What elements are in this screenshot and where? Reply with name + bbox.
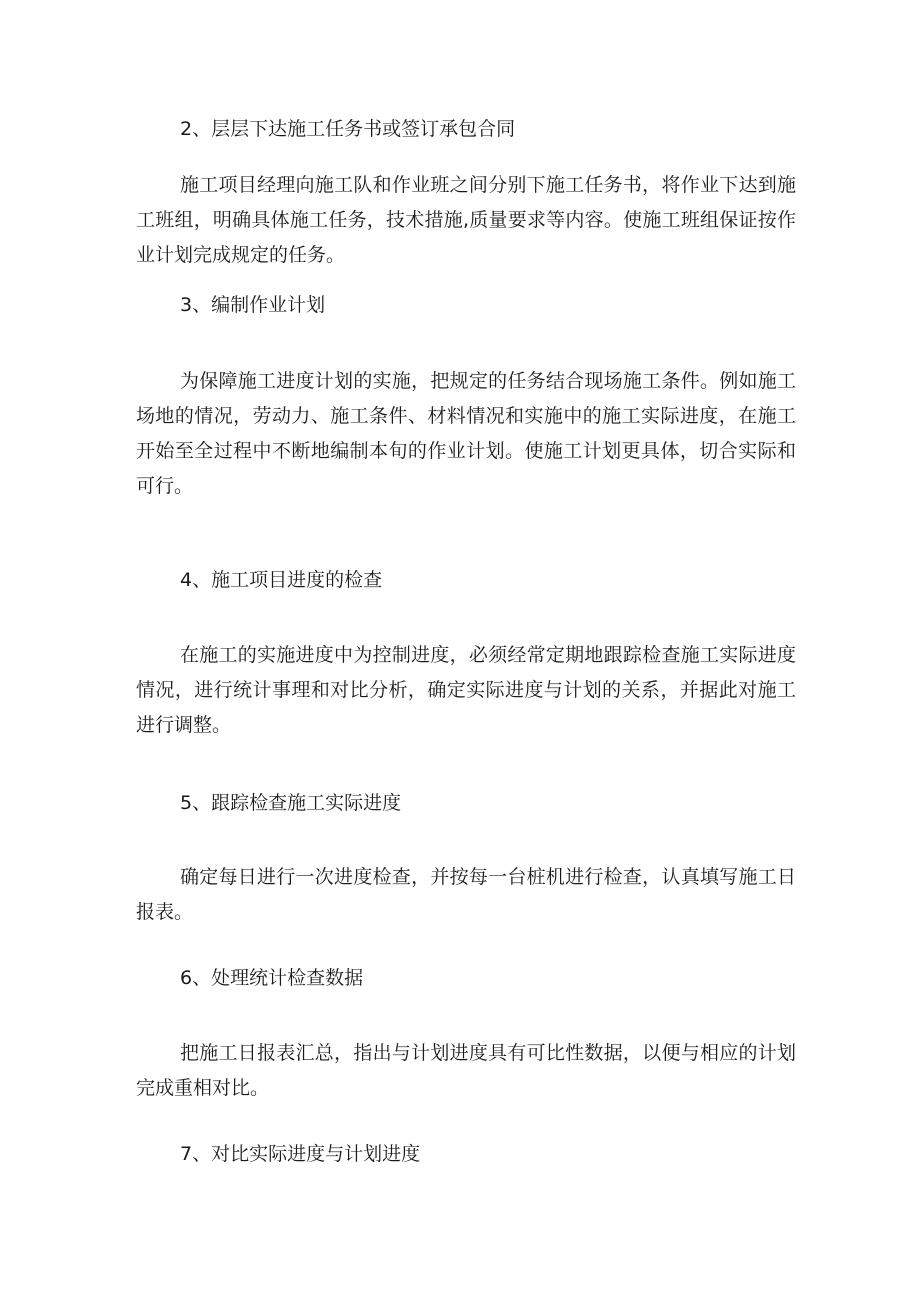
section-paragraph-2: 施工项目经理向施工队和作业班之间分别下施工任务书，将作业下达到施工班组，明确具体施工任务，技术措施,质量要求等内容。使施工班组保证按作业计划完成规定的任务。 xyxy=(136,174,796,266)
section-heading-5: 5、跟踪检查施工实际进度 xyxy=(180,792,402,814)
section-heading-2: 2、层层下达施工任务书或签订承包合同 xyxy=(180,118,516,140)
section-paragraph-3: 为保障施工进度计划的实施，把规定的任务结合现场施工条件。例如施工场地的情况，劳动力、施工条件、材料情况和实施中的施工实际进度，在施工开始至全过程中不断地编制本旬的作业计划。使施工计划更具体，切合实际和可行。 xyxy=(136,370,796,497)
section-heading-7: 7、对比实际进度与计划进度 xyxy=(180,1143,421,1165)
section-heading-3: 3、编制作业计划 xyxy=(180,294,326,316)
section-paragraph-5: 确定每日进行一次进度检查，并按每一台桩机进行检查，认真填写施工日报表。 xyxy=(136,866,796,923)
section-heading-4: 4、施工项目进度的检查 xyxy=(180,569,383,591)
section-paragraph-6: 把施工日报表汇总，指出与计划进度具有可比性数据，以便与相应的计划完成重相对比。 xyxy=(136,1042,796,1099)
section-paragraph-4: 在施工的实施进度中为控制进度，必须经常定期地跟踪检查施工实际进度情况，进行统计事理和对比分析，确定实际进度与计划的关系，并据此对施工进行调整。 xyxy=(136,644,796,736)
section-heading-6: 6、处理统计检查数据 xyxy=(180,967,364,989)
